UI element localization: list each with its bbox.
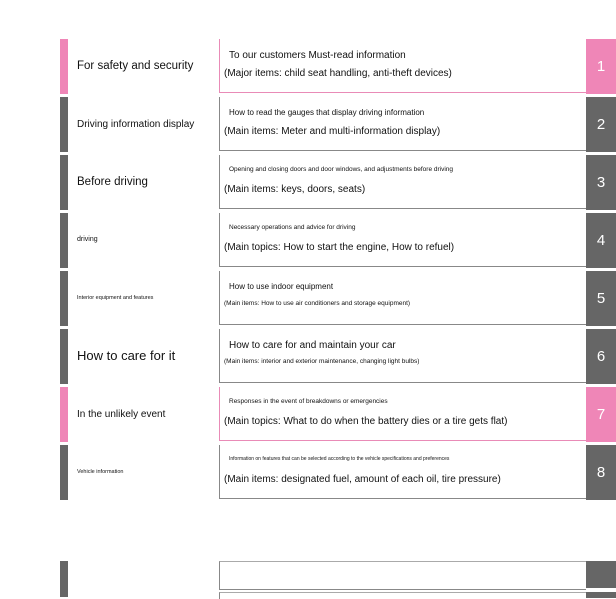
section-main-items: (Main items: How to use air conditioners and storage equipment) (224, 300, 411, 307)
section-description: How to use indoor equipment (229, 282, 334, 291)
section-number-tab[interactable]: 2 (586, 97, 616, 152)
toc-row-1[interactable] (0, 39, 616, 94)
section-marker-bar (60, 97, 68, 152)
section-main-items: (Main items: Meter and multi-information display) (224, 126, 441, 137)
section-number-tab[interactable]: 5 (586, 271, 616, 326)
section-main-items: (Main topics: What to do when the battery dies or a tire gets flat) (224, 416, 508, 427)
toc-row-3[interactable] (0, 155, 616, 210)
section-marker-bar (60, 213, 68, 268)
section-main-items: (Main items: keys, doors, seats) (224, 184, 366, 195)
section-summary-box (219, 213, 586, 267)
section-description: Necessary operations and advice for driving (229, 224, 356, 231)
toc-row-partial (0, 561, 616, 597)
section-summary-box (219, 561, 586, 590)
section-summary-box (219, 39, 586, 93)
section-description: How to care for and maintain your car (229, 340, 396, 351)
section-title[interactable]: Vehicle information (77, 469, 124, 476)
section-marker-bar (60, 387, 68, 442)
toc-row-5[interactable] (0, 271, 616, 326)
section-number-tab[interactable]: 3 (586, 155, 616, 210)
section-description: Responses in the event of breakdowns or emergencies (229, 398, 388, 405)
toc-row-7[interactable] (0, 387, 616, 442)
toc-row-2[interactable] (0, 97, 616, 152)
section-title[interactable]: How to care for it (77, 348, 176, 364)
section-title[interactable]: Before driving (77, 175, 148, 188)
toc-row-4[interactable] (0, 213, 616, 268)
section-number-tab[interactable]: 6 (586, 329, 616, 384)
section-description: Information on features that can be selected according to the vehicle specifications and preferences (229, 456, 450, 462)
section-main-items: (Main items: designated fuel, amount of each oil, tire pressure) (224, 474, 501, 485)
section-title[interactable]: driving (77, 236, 98, 244)
section-marker-bar (60, 155, 68, 210)
section-title[interactable]: Interior equipment and features (77, 295, 154, 302)
section-marker-bar (60, 329, 68, 384)
section-description: How to read the gauges that display driving information (229, 108, 425, 117)
section-number-tab (586, 561, 616, 588)
section-marker-bar (60, 445, 68, 500)
section-summary-box (219, 97, 586, 151)
section-summary-box (219, 387, 586, 441)
section-summary-box (219, 329, 586, 383)
section-main-items: (Major items: child seat handling, anti-theft devices) (224, 68, 452, 79)
section-title[interactable]: For safety and security (77, 59, 194, 72)
section-number-tab[interactable]: 4 (586, 213, 616, 268)
section-title[interactable]: Driving information display (77, 118, 195, 130)
section-summary-box (219, 155, 586, 209)
section-marker-bar (60, 561, 68, 597)
section-number-tab[interactable]: 7 (586, 387, 616, 442)
toc-row-6[interactable] (0, 329, 616, 384)
section-main-items: (Main items: interior and exterior maintenance, changing light bulbs) (224, 358, 420, 365)
section-summary-box (219, 271, 586, 325)
section-main-items: (Main topics: How to start the engine, How to refuel) (224, 242, 455, 253)
section-summary-box (219, 592, 586, 599)
section-summary-box (219, 445, 586, 499)
section-number-tab[interactable]: 8 (586, 445, 616, 500)
section-title[interactable]: In the unlikely event (77, 408, 166, 420)
section-marker-bar (60, 39, 68, 94)
section-number-tab[interactable]: 1 (586, 39, 616, 94)
section-description: To our customers Must-read information (229, 50, 406, 61)
section-description: Opening and closing doors and door windows, and adjustments before driving (229, 166, 454, 173)
toc-row-8[interactable] (0, 445, 616, 500)
section-number-tab (586, 592, 616, 598)
section-marker-bar (60, 271, 68, 326)
